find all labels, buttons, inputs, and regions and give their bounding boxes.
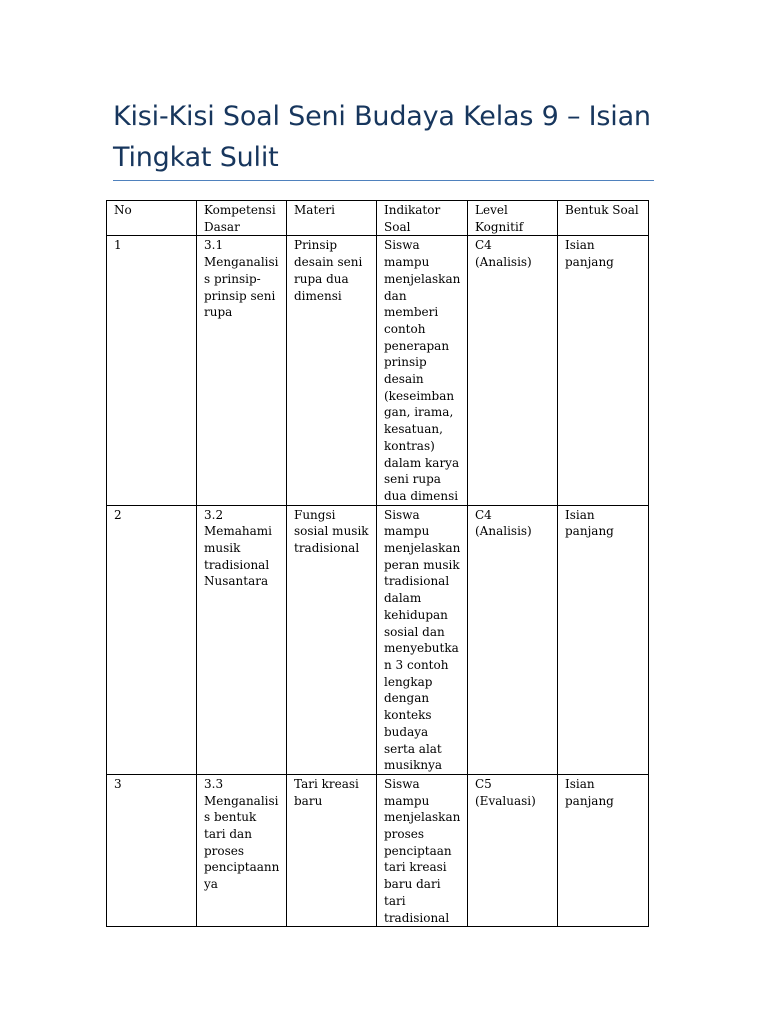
cell-kompetensi-dasar: 3.1 Menganalisis prinsip-prinsip seni rupa [197, 236, 287, 505]
header-kompetensi-dasar: Kompetensi Dasar [197, 201, 287, 236]
header-no: No [107, 201, 197, 236]
header-indikator-soal: Indikator Soal [377, 201, 468, 236]
cell-kompetensi-dasar: 3.2 Memahami musik tradisional Nusantara [197, 505, 287, 774]
cell-kompetensi-dasar: 3.3 Menganalisis bentuk tari dan proses penciptaannya [197, 774, 287, 926]
table-header-row [107, 201, 649, 236]
cell-no: 2 [107, 505, 197, 774]
cell-bentuk-soal: Isian panjang [558, 505, 649, 774]
cell-bentuk-soal: Isian panjang [558, 236, 649, 505]
cell-level-kognitif: C4 (Analisis) [468, 236, 558, 505]
table-row [107, 774, 649, 926]
kisi-kisi-table [106, 200, 649, 927]
cell-no: 1 [107, 236, 197, 505]
table-row [107, 236, 649, 505]
cell-level-kognitif: C5 (Evaluasi) [468, 774, 558, 926]
cell-bentuk-soal: Isian panjang [558, 774, 649, 926]
cell-materi: Tari kreasi baru [287, 774, 377, 926]
cell-level-kognitif: C4 (Analisis) [468, 505, 558, 774]
cell-indikator-soal: Siswa mampu menjelaskan peran musik tradisional dalam kehidupan sosial dan menyebutkan 3 contoh lengkap dengan konteks budaya serta alat musiknya [377, 505, 468, 774]
header-bentuk-soal: Bentuk Soal [558, 201, 649, 236]
cell-indikator-soal: Siswa mampu menjelaskan dan memberi contoh penerapan prinsip desain (keseimbangan, irama, kesatuan, kontras) dalam karya seni rupa dua dimensi [377, 236, 468, 505]
document-title: Kisi-Kisi Soal Seni Budaya Kelas 9 – Isian Tingkat Sulit [113, 101, 651, 173]
title-underline [113, 180, 654, 181]
cell-materi: Prinsip desain seni rupa dua dimensi [287, 236, 377, 505]
cell-no: 3 [107, 774, 197, 926]
header-materi: Materi [287, 201, 377, 236]
header-level-kognitif: Level Kognitif [468, 201, 558, 236]
table-row [107, 505, 649, 774]
cell-indikator-soal: Siswa mampu menjelaskan proses penciptaan tari kreasi baru dari tari tradisional [377, 774, 468, 926]
cell-materi: Fungsi sosial musik tradisional [287, 505, 377, 774]
